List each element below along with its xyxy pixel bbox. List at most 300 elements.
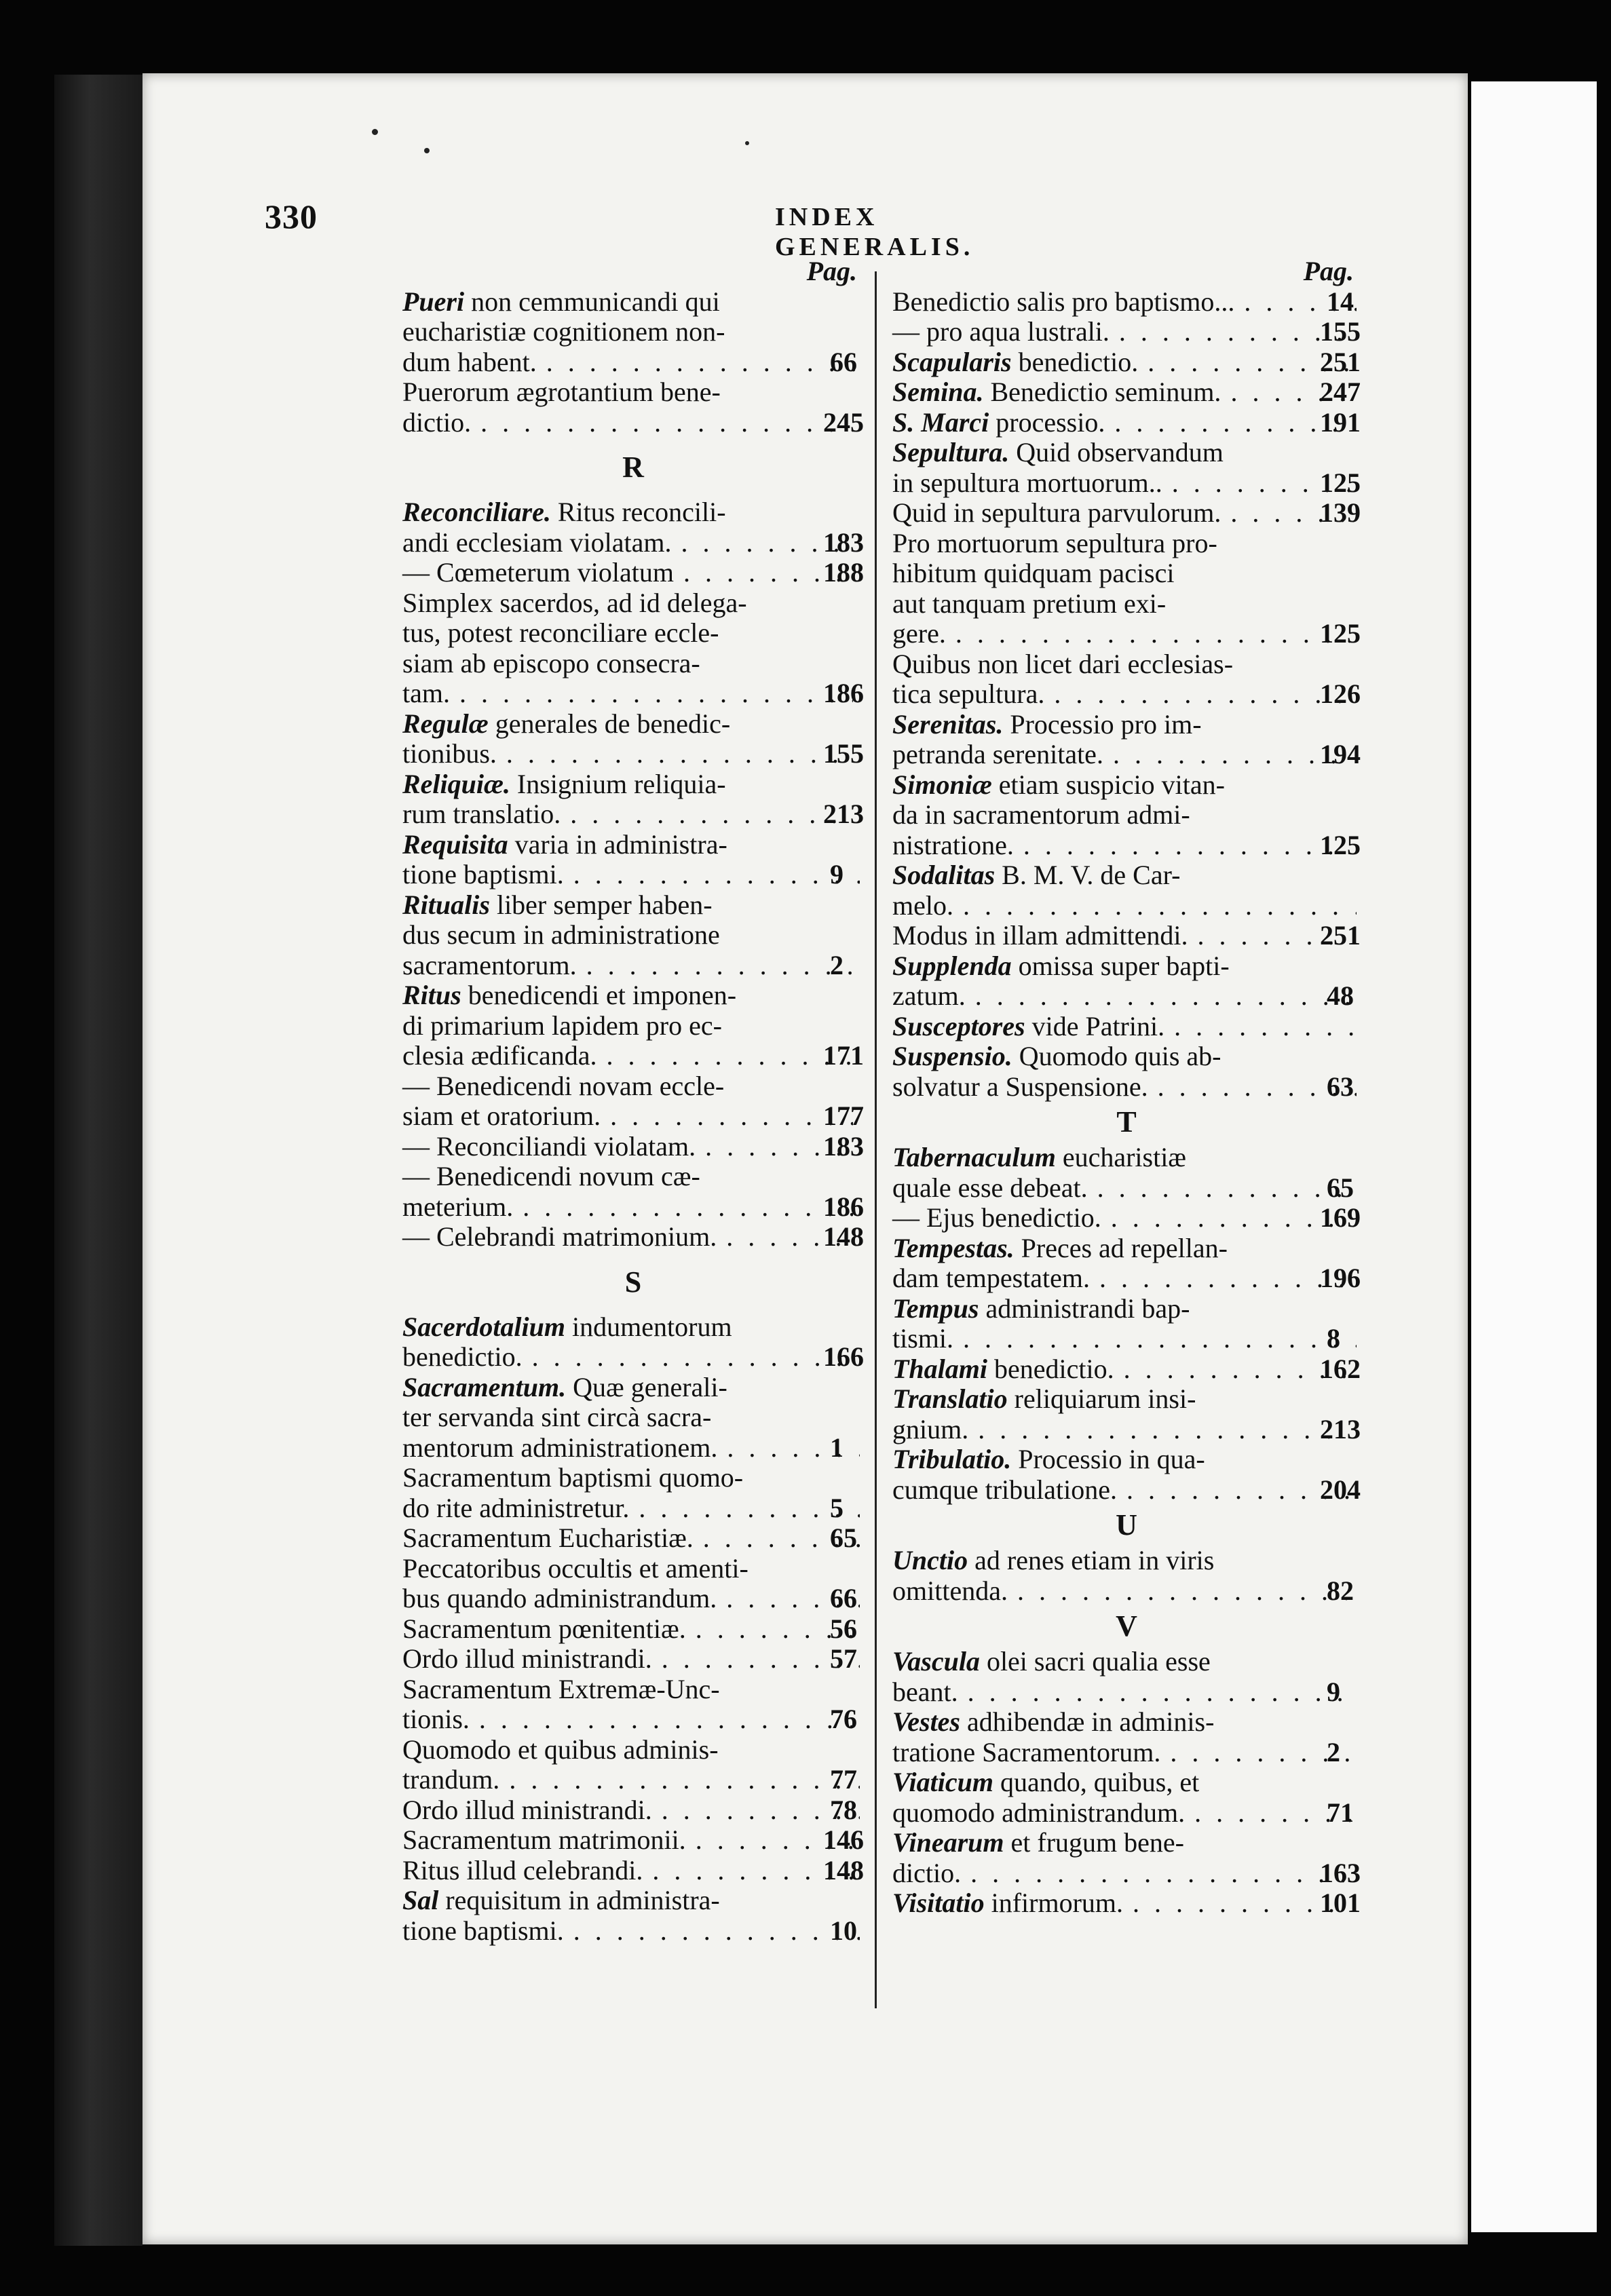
page-reference: 63 [1327, 1071, 1354, 1102]
entry-text: tam. [402, 678, 450, 708]
entry-text: reliquiarum insi- [1014, 1383, 1196, 1414]
entry-keyword: Reliquiæ. [402, 768, 510, 799]
index-entry [892, 1546, 1361, 1606]
entry-text: zatum. [892, 980, 966, 1011]
page-reference: 166 [823, 1341, 864, 1372]
index-entry [402, 558, 864, 588]
entry-text: eucharistiæ [1062, 1142, 1186, 1172]
entry-text: Sacramentum Extremæ-Unc- [402, 1673, 720, 1704]
dot-leader [953, 1324, 1357, 1354]
dot-leader [1114, 1354, 1350, 1385]
entry-text: tratione Sacramentorum. [892, 1736, 1161, 1767]
dot-leader [1123, 1888, 1350, 1919]
index-entry [892, 1647, 1361, 1707]
entry-text: Modus in illam admittendi. [892, 920, 1188, 951]
dot-leader [497, 739, 853, 769]
index-entry [402, 588, 864, 709]
entry-text: generales de benedic- [495, 708, 731, 739]
page-reference: 169 [1320, 1202, 1361, 1233]
dot-leader [958, 1677, 1357, 1708]
section-letter: T [1116, 1105, 1137, 1139]
page-reference: 188 [823, 557, 864, 588]
entry-text: in sepultura mortuorum.. [892, 467, 1162, 498]
index-entry [892, 1143, 1361, 1203]
dot-leader [1008, 1576, 1357, 1607]
index-entry [402, 1222, 864, 1252]
entry-text: administrandi bap- [985, 1293, 1190, 1324]
dot-leader [961, 1858, 1350, 1889]
page-reference: 183 [823, 527, 864, 558]
index-entry [402, 1856, 864, 1886]
entry-keyword: Ritus [402, 980, 461, 1010]
index-entry [892, 1444, 1361, 1505]
entry-keyword: Translatio [892, 1383, 1008, 1414]
entry-keyword: Tabernaculum [892, 1142, 1056, 1172]
entry-text: mentorum administrationem. [402, 1432, 718, 1463]
entry-text: olei sacri qualia esse [986, 1646, 1211, 1677]
entry-text: Benedictio seminum. [990, 377, 1221, 407]
entry-keyword: Tempestas. [892, 1232, 1015, 1263]
index-entry [402, 1554, 864, 1614]
entry-text: petranda serenitate. [892, 739, 1103, 769]
page-reference: 186 [823, 1191, 864, 1222]
entry-text: Quomodo et quibus adminis- [402, 1734, 719, 1765]
page-reference: 1 [830, 1432, 844, 1463]
entry-text: siam ab episcopo consecra- [402, 647, 700, 678]
index-entry [892, 710, 1361, 770]
entry-text: andi ecclesiam violatam. [402, 527, 672, 558]
index-entry [892, 1384, 1361, 1444]
page-reference: 171 [823, 1040, 864, 1071]
entry-text: Pro mortuorum sepultura pro- [892, 527, 1217, 558]
entry-text: tione baptismi. [402, 859, 564, 889]
index-entry [402, 709, 864, 769]
dot-leader [1138, 347, 1350, 378]
page-reference: 139 [1320, 497, 1361, 528]
section-letter: V [1116, 1609, 1137, 1643]
index-entry [892, 1828, 1361, 1888]
entry-text: Sacramentum Eucharistiæ. [402, 1523, 694, 1553]
entry-text: ter servanda sint circà sacra- [402, 1402, 712, 1432]
entry-keyword: Semina. [892, 377, 984, 407]
page-reference: 177 [823, 1101, 864, 1131]
index-entry [402, 377, 864, 438]
entry-text: rum translatio. [402, 799, 561, 829]
running-title: INDEX GENERALIS. [775, 203, 974, 261]
entry-text: Ordo illud ministrandi. [402, 1643, 652, 1674]
section-letter: R [622, 451, 644, 484]
page-reference: 125 [1320, 467, 1361, 498]
entry-text: gere. [892, 618, 946, 649]
entry-keyword: Visitatio [892, 1888, 985, 1918]
entry-keyword: Serenitas. [892, 708, 1004, 740]
dot-leader [1088, 1173, 1357, 1204]
page-reference: 76 [830, 1704, 857, 1734]
dot-leader [470, 1704, 860, 1735]
entry-text: Insignium reliquia- [516, 768, 726, 799]
entry-keyword: Suspensio. [892, 1041, 1012, 1071]
entry-text: meterium. [402, 1191, 514, 1222]
entry-text: sacramentorum. [402, 949, 577, 980]
index-entry [892, 770, 1361, 861]
entry-text: B. M. V. de Car- [1002, 860, 1181, 890]
entry-text: quomodo administrandum. [892, 1797, 1186, 1828]
page-reference: 65 [1327, 1172, 1354, 1203]
page-reference: 2 [830, 949, 844, 980]
page-reference: 126 [1320, 678, 1361, 709]
dot-leader [1110, 317, 1350, 347]
page-reference: 245 [823, 406, 864, 438]
entry-text: Quomodo quis ab- [1019, 1041, 1221, 1071]
entry-keyword: Unctio [892, 1545, 968, 1575]
entry-text: dictio. [402, 406, 472, 438]
entry-text: Peccatoribus occultis et amenti- [402, 1552, 748, 1584]
page-reference: 183 [823, 1130, 864, 1162]
page-reference: 48 [1327, 980, 1354, 1011]
page-reference: 10 [830, 1915, 857, 1946]
dot-leader [564, 860, 860, 890]
entry-text: dam tempestatem. [892, 1263, 1091, 1293]
index-entry [402, 1463, 864, 1523]
dot-leader [1148, 1072, 1357, 1103]
index-entry [892, 287, 1361, 318]
dot-leader [1090, 1263, 1350, 1294]
entry-text: tica sepultura. [892, 678, 1045, 709]
adjacent-page-edge [1471, 81, 1597, 2232]
dot-leader [577, 951, 860, 981]
entry-text: tionis. [402, 1704, 470, 1734]
entry-text: varia in administra- [514, 828, 727, 860]
entry-text: melo. [892, 889, 953, 921]
entry-text: do rite administretur. [402, 1492, 630, 1523]
dot-leader [1164, 1012, 1357, 1042]
entry-text: siam et oratorium. [402, 1101, 601, 1131]
page-reference: 146 [823, 1824, 864, 1855]
dot-leader [629, 1493, 860, 1524]
entry-text: requisitum in administra- [445, 1885, 720, 1915]
entry-text: Preces ad repellan- [1021, 1232, 1228, 1263]
page-reference: 9 [1327, 1676, 1340, 1707]
entry-keyword: Thalami [892, 1353, 988, 1384]
entry-text: Processio pro im- [1010, 708, 1202, 740]
entry-text: Processio in qua- [1018, 1444, 1205, 1474]
page-reference [1357, 1012, 1361, 1042]
page-reference [1357, 891, 1361, 921]
index-column-right [892, 256, 1361, 1919]
entry-text: da in sacramentorum admi- [892, 799, 1190, 830]
entry-keyword: Viaticum [892, 1767, 993, 1797]
index-column-left [402, 256, 864, 1946]
page-reference: 8 [1327, 1323, 1340, 1354]
entry-keyword: Vinearum [892, 1827, 1004, 1858]
entry-text: vide Patrini. [1031, 1010, 1165, 1041]
dot-leader [1117, 1475, 1350, 1506]
page-reference: 148 [823, 1854, 864, 1886]
entry-keyword: Sodalitas [892, 860, 996, 890]
entry-text: solvatur a Suspensione. [892, 1071, 1148, 1102]
entry-text: tionibus. [402, 738, 497, 769]
entry-keyword: Simoniæ [892, 769, 992, 800]
index-entry [892, 408, 1361, 438]
book-spine-shadow [54, 75, 143, 2246]
entry-text: Ritus illud celebrandi. [402, 1854, 643, 1886]
entry-text: bus quando administrandum. [402, 1583, 717, 1613]
entry-text: indumentorum [572, 1311, 732, 1342]
entry-text: — Ejus benedictio. [892, 1202, 1101, 1233]
column-divider [875, 271, 877, 2008]
entry-text: Ritus reconcili- [557, 497, 726, 527]
page-reference: 191 [1320, 406, 1361, 438]
page-reference: 163 [1320, 1857, 1361, 1888]
entry-text: Quid in sepultura parvulorum. [892, 497, 1221, 528]
entry-text: benedicendi et imponen- [468, 980, 737, 1010]
index-entry [892, 1203, 1361, 1233]
page-reference: 213 [823, 799, 864, 829]
entry-text: etiam suspicio vitan- [998, 769, 1225, 800]
index-entry [892, 498, 1361, 529]
page-reference: 186 [823, 678, 864, 708]
entry-text: hibitum quidquam pacisci [892, 558, 1175, 588]
dust-speck [372, 129, 378, 135]
index-entry [892, 377, 1361, 408]
entry-text: — Celebrandi matrimonium. [402, 1221, 717, 1252]
page-reference: 77 [830, 1764, 857, 1795]
index-entry [402, 1373, 864, 1463]
page-reference: 5 [830, 1492, 844, 1523]
entry-text: — Cœmeterum violatum [402, 557, 674, 588]
entry-text: adhibendæ in adminis- [967, 1706, 1215, 1737]
page-reference: 2 [1327, 1736, 1340, 1767]
index-entry [402, 1795, 864, 1826]
index-entry [892, 921, 1361, 951]
entry-keyword: Pueri [402, 286, 465, 317]
index-entry [892, 1294, 1361, 1354]
pag-label: Pag. [1303, 256, 1354, 286]
page-reference: 82 [1327, 1575, 1354, 1606]
entry-text: cumque tribulatione. [892, 1474, 1118, 1505]
page-reference: 155 [1320, 316, 1361, 347]
entry-text: Sacramentum matrimonii. [402, 1824, 686, 1855]
dot-leader [968, 1415, 1350, 1445]
dot-leader [597, 1041, 853, 1071]
index-entry [892, 529, 1361, 649]
dot-leader [946, 619, 1350, 649]
page-reference: 14 [1327, 286, 1354, 317]
entry-text: et frugum bene- [1010, 1827, 1184, 1858]
entry-text: infirmorum. [991, 1888, 1124, 1918]
index-entry [402, 1132, 864, 1162]
index-entry [402, 287, 864, 378]
page-reference: 101 [1320, 1888, 1361, 1918]
page-reference: 148 [823, 1221, 864, 1252]
dot-leader [652, 1795, 860, 1826]
entry-text: Sacramentum pœnitentiæ. [402, 1613, 686, 1644]
index-entry [892, 951, 1361, 1012]
page-header [265, 197, 1079, 261]
entry-keyword: Reconciliare. [402, 497, 551, 527]
entry-keyword: Ritualis [402, 889, 490, 920]
index-entry [402, 1735, 864, 1795]
index-entry [892, 1354, 1361, 1385]
index-entry [892, 1707, 1361, 1767]
entry-keyword: Sal [402, 1885, 439, 1915]
entry-keyword: Tempus [892, 1293, 979, 1324]
entry-text: nistratione. [892, 829, 1014, 860]
entry-keyword: Supplenda [892, 950, 1012, 981]
entry-text: Quibus non licet dari ecclesias- [892, 648, 1234, 679]
entry-text: gnium. [892, 1413, 969, 1444]
entry-text: dum habent. [402, 346, 537, 377]
entry-text: omissa super bapti- [1018, 950, 1230, 981]
page-reference: 213 [1320, 1413, 1361, 1444]
entry-text: tione baptismi. [402, 1915, 564, 1946]
entry-text: trandum. [402, 1764, 500, 1795]
index-entry [402, 1312, 864, 1373]
page-reference: 251 [1320, 346, 1361, 377]
dot-leader [652, 1644, 860, 1675]
entry-text: clesia ædificanda. [402, 1040, 597, 1071]
page-reference: 9 [830, 859, 844, 889]
index-entry [402, 1825, 864, 1856]
index-entry [892, 1233, 1361, 1294]
index-entry [402, 1644, 864, 1675]
entry-text: quando, quibus, et [1000, 1767, 1200, 1797]
dot-leader [1103, 740, 1350, 770]
entry-keyword: Sacramentum. [402, 1371, 567, 1402]
index-entry [402, 769, 864, 830]
index-entry [402, 1523, 864, 1554]
dot-leader [523, 1342, 853, 1373]
index-entry [402, 497, 864, 558]
page-reference: 196 [1320, 1263, 1361, 1293]
dot-leader [537, 347, 860, 378]
index-entry [892, 317, 1361, 347]
entry-text: Ordo illud ministrandi. [402, 1794, 652, 1825]
page-number: 330 [265, 197, 318, 235]
page-reference: 125 [1320, 829, 1361, 860]
dot-leader [1101, 1203, 1350, 1233]
index-entry [892, 347, 1361, 378]
page-reference: 155 [823, 738, 864, 769]
index-entry [892, 438, 1361, 498]
index-entry [892, 1041, 1361, 1102]
entry-keyword: Vestes [892, 1706, 960, 1737]
index-entry [892, 649, 1361, 710]
index-entry [892, 1888, 1361, 1919]
entry-text: Simplex sacerdos, ad id delega- [402, 587, 747, 618]
index-entry [402, 1675, 864, 1735]
entry-text: tus, potest reconciliare eccle- [402, 617, 719, 648]
entry-text: liber semper haben- [496, 889, 713, 920]
entry-text: benedictio. [994, 1353, 1114, 1384]
entry-text: beant. [892, 1676, 958, 1707]
page-reference: 162 [1320, 1353, 1361, 1384]
entry-text: — Benedicendi novam eccle- [402, 1070, 725, 1101]
entry-text: benedictio. [402, 1341, 523, 1372]
index-entry [402, 980, 864, 1071]
index-entry [402, 1162, 864, 1222]
page-reference: 194 [1320, 739, 1361, 769]
entry-text: ad renes etiam in viris [974, 1545, 1215, 1575]
entry-keyword: Sepultura. [892, 437, 1010, 467]
entry-keyword: Scapularis [892, 346, 1012, 377]
dot-leader [499, 1765, 860, 1795]
entry-keyword: Vascula [892, 1646, 980, 1677]
entry-text: aut tanquam pretium exi- [892, 588, 1167, 619]
index-entry [402, 1614, 864, 1645]
entry-text: eucharistiæ cognitionem non- [402, 316, 725, 347]
dust-speck [745, 141, 749, 145]
dot-leader [471, 408, 853, 438]
dot-leader [1014, 830, 1350, 861]
entry-keyword: Susceptores [892, 1010, 1025, 1041]
entry-text: dus secum in administratione [402, 919, 720, 950]
dot-leader [564, 1916, 860, 1947]
page-reference: 56 [830, 1613, 857, 1644]
index-entry [402, 890, 864, 981]
entry-text: — Benedicendi novum cæ- [402, 1161, 700, 1191]
entry-text: benedictio. [1018, 346, 1139, 377]
index-entry [892, 860, 1361, 921]
entry-text: tismi. [892, 1323, 954, 1354]
index-entry [402, 1886, 864, 1946]
page-reference: 78 [830, 1794, 857, 1825]
page-reference: 125 [1320, 618, 1361, 649]
entry-text: Benedictio salis pro baptismo... [892, 286, 1235, 317]
page-reference: 57 [830, 1643, 857, 1674]
page-reference: 247 [1320, 377, 1361, 407]
dot-leader [513, 1192, 853, 1223]
section-letter: U [1116, 1508, 1137, 1542]
index-entry [402, 830, 864, 890]
section-letter: S [624, 1265, 642, 1299]
entry-text: — Reconciliandi violatam. [402, 1130, 696, 1162]
page-reference: 71 [1327, 1797, 1354, 1828]
pag-label: Pag. [806, 256, 857, 286]
entry-keyword: Tribulatio. [892, 1444, 1012, 1474]
page-reference: 66 [830, 346, 857, 377]
index-entry [892, 1012, 1361, 1042]
entry-keyword: Requisita [402, 828, 508, 860]
index-entry [402, 1071, 864, 1132]
entry-text: Quæ generali- [573, 1371, 727, 1402]
dot-leader [643, 1856, 853, 1886]
entry-text: omittenda. [892, 1575, 1008, 1606]
entry-text: processio. [996, 406, 1105, 438]
entry-text: Quid observandum [1016, 437, 1224, 467]
dot-leader [966, 981, 1357, 1012]
dot-leader [601, 1101, 853, 1132]
entry-keyword: Regulæ [402, 708, 489, 739]
page-reference: 65 [830, 1523, 857, 1553]
entry-text: di primarium lapidem pro ec- [402, 1010, 722, 1041]
page-reference: 251 [1320, 920, 1361, 951]
dot-leader [1105, 408, 1350, 438]
entry-text: non cemmunicandi qui [471, 286, 720, 317]
entry-keyword: Sacerdotalium [402, 1311, 566, 1342]
entry-text: Puerorum ægrotantium bene- [402, 377, 721, 407]
dust-speck [424, 148, 430, 153]
entry-text: quale esse debeat. [892, 1172, 1088, 1203]
dot-leader [1044, 679, 1350, 710]
dot-leader [450, 678, 853, 709]
entry-text: dictio. [892, 1857, 962, 1888]
index-entry [892, 1767, 1361, 1828]
entry-text: — pro aqua lustrali. [892, 316, 1110, 347]
page-reference: 66 [830, 1583, 857, 1613]
dot-leader [953, 891, 1357, 921]
page-reference: 204 [1320, 1474, 1361, 1505]
